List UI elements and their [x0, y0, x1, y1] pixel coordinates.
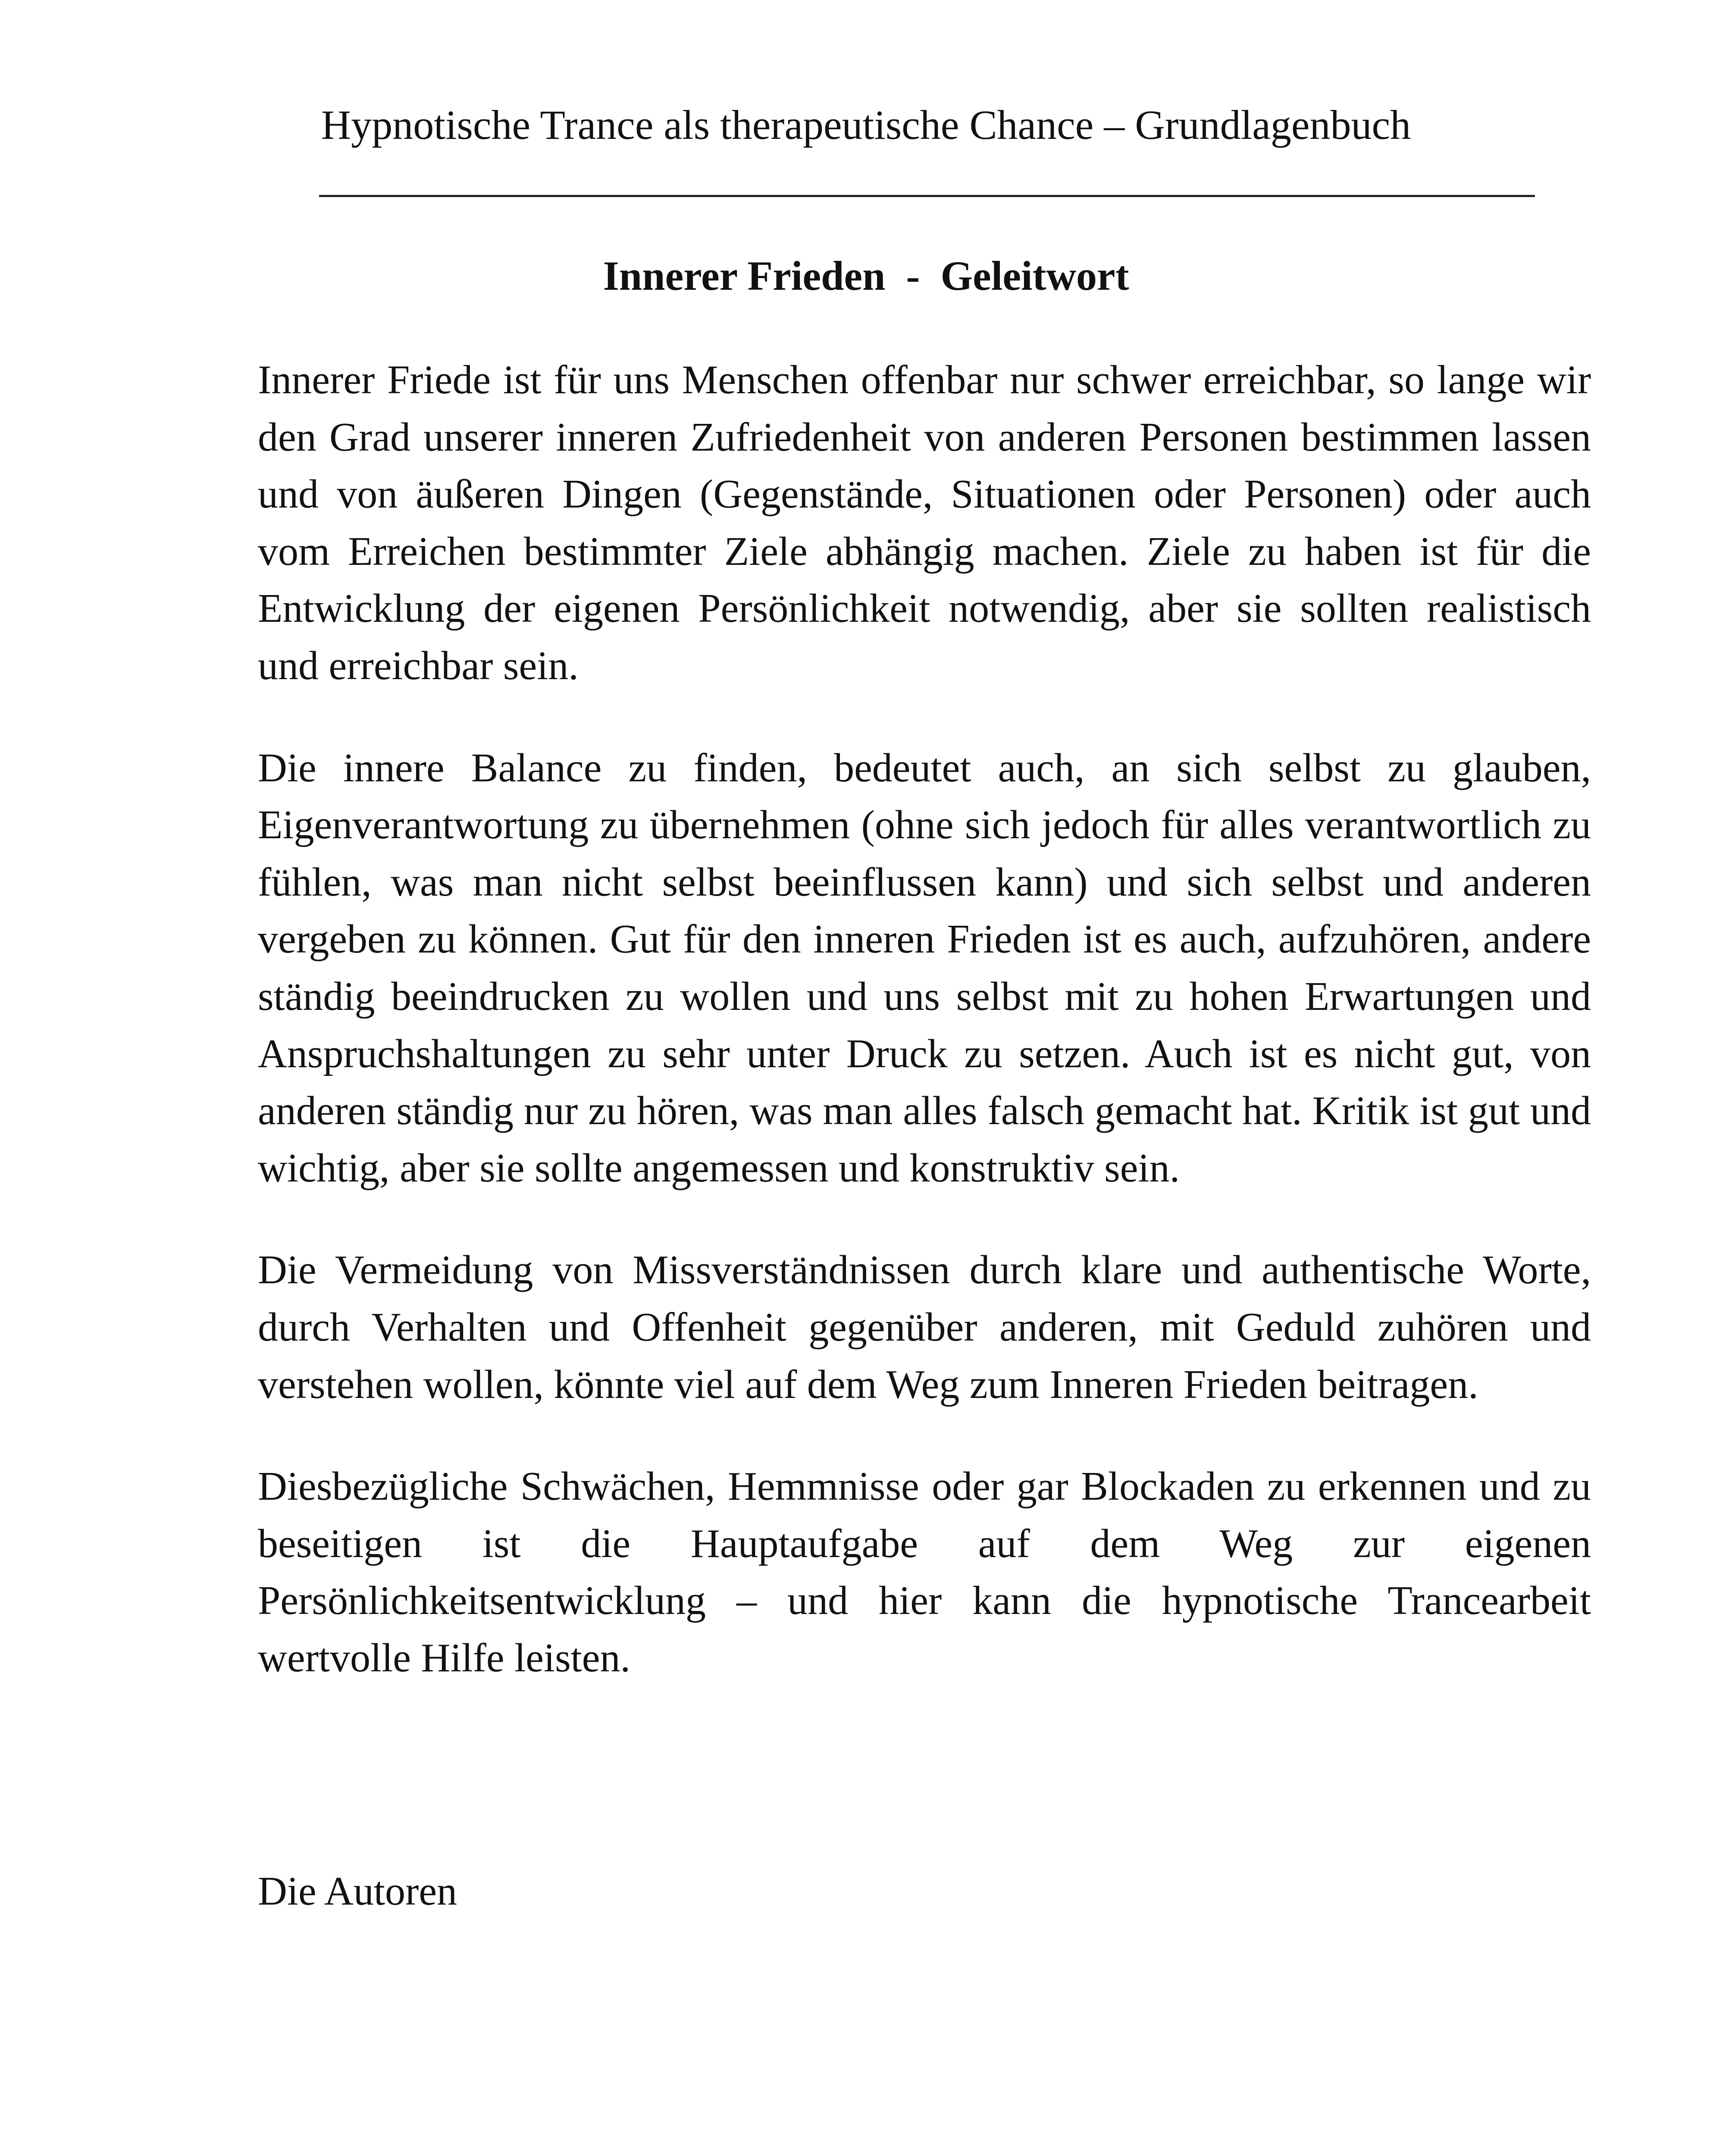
paragraph-1: Innerer Friede ist für uns Menschen offenbar nur schwer erreichbar, so lange wir den Grad unserer inneren Zufriedenheit von anderen Personen bestimmen lassen und von äußeren Dingen (Gegenstände, Situationen oder Personen) oder auch vom Erreichen bestimmter Ziele abhängig machen. Ziele zu haben ist für die Entwicklung der eigenen Persönlichkeit notwendig, aber sie sollten realistisch und erreichbar sein. [258, 357, 1591, 688]
running-header: Hypnotische Trance als therapeutische Chance – Grundlagenbuch [321, 102, 1411, 148]
paragraph-4: Diesbezügliche Schwächen, Hemmnisse oder gar Blockaden zu erkennen und zu beseitigen ist die Hauptaufgabe auf dem Weg zur eigenen Persönlichkeitsentwicklung – und hier kann die hypnotische Trancearbeit wertvolle Hilfe leisten. [258, 1464, 1591, 1680]
signature: Die Autoren [258, 1869, 457, 1914]
section-title: Innerer Frieden - Geleitwort [603, 253, 1129, 299]
paragraph-3: Die Vermeidung von Missverständnissen durch klare und authentische Worte, durch Verhalten und Offenheit gegenüber anderen, mit Geduld zuhören und verstehen wollen, könnte viel auf dem Weg zum Inneren Frieden beitragen. [258, 1247, 1591, 1407]
paragraph-2: Die innere Balance zu finden, bedeutet auch, an sich selbst zu glauben, Eigenverantwortung zu übernehmen (ohne sich jedoch für alles verantwortlich zu fühlen, was man nicht selbst beeinflussen kann) und sich selbst und anderen vergeben zu können. Gut für den inneren Frieden ist es auch, aufzuhören, andere ständig beeindrucken zu wollen und uns selbst mit zu hohen Erwartungen und Anspruchshaltungen zu sehr unter Druck zu setzen. Auch ist es nicht gut, von anderen ständig nur zu hören, was man alles falsch gemacht hat. Kritik ist gut und wichtig, aber sie sollte angemessen und konstruktiv sein. [258, 745, 1591, 1191]
body-text [258, 351, 1591, 1731]
header-rule [319, 195, 1535, 197]
